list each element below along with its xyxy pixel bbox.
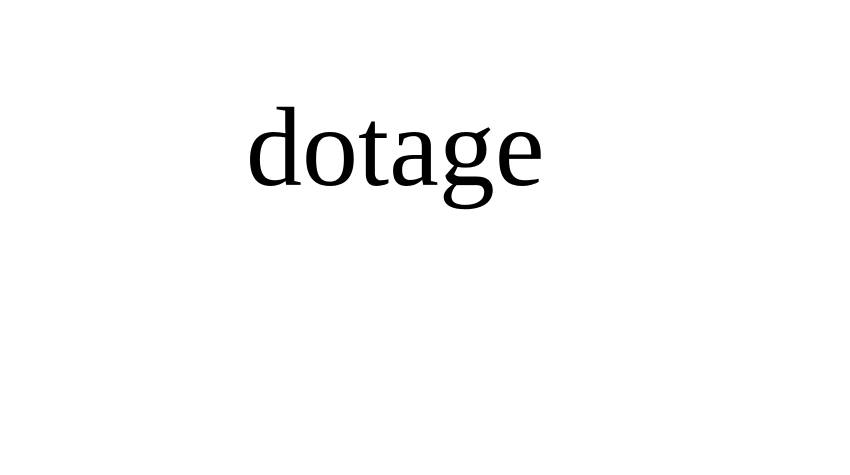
display-word: dotage xyxy=(246,86,545,210)
